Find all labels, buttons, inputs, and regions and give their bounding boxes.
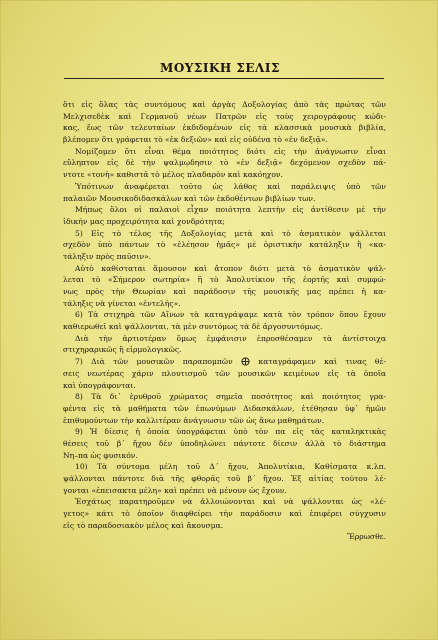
- text-line: [63, 485, 386, 497]
- text-line-content: 7) Διὰ τῶν μουσικῶν παραπομπῶν: [75, 357, 233, 367]
- text-line: [63, 321, 386, 333]
- text-line: [63, 157, 386, 169]
- text-line: [63, 193, 386, 205]
- body-text: [63, 99, 386, 543]
- text-line: [63, 99, 386, 111]
- text-line: [63, 496, 386, 508]
- text-line-content: κας, ἕως τῶν τελευταίων ἐκδιδομένων εἰς τὰ κλασσικὰ μουσικὰ βιβλία,: [63, 123, 386, 133]
- circled-plus-icon: [241, 357, 250, 366]
- text-line: [63, 228, 386, 240]
- text-line: [63, 333, 386, 345]
- text-line: [63, 286, 386, 298]
- text-line: [63, 134, 386, 146]
- text-line: [63, 239, 386, 251]
- text-line: [63, 204, 386, 216]
- text-line-content: Μήπως ὅλοι οἱ παλαιοὶ εἶχαν ποιότητα λεπτὴν εἰς ἀντίθεσιν μὲ τὴν: [75, 205, 386, 215]
- signoff: Ἔρρωσθε.: [347, 532, 386, 542]
- text-line-content: τάληξιν πρὸς παῦσιν».: [63, 251, 152, 261]
- header-rule: [64, 78, 384, 79]
- text-line-content: 6) Τὰ στιχηρὰ τῶν Αἴνων τὰ καταγράψαμε κατὰ τὸν τρόπον ὅπου ἔχουν: [75, 310, 386, 320]
- text-line-content: στιχηραρικῶς ἢ εἱρμολογικῶς.: [63, 345, 182, 355]
- text-line: [63, 473, 386, 485]
- text-line: [63, 146, 386, 158]
- text-line: [63, 181, 386, 193]
- text-line-content: 5) Εἰς τὸ τέλος τῆς Δοξολογίας μετὰ καὶ τὸ ἀσματικὸν ψάλλεται: [75, 228, 386, 238]
- text-line-content: βλέπομεν ὅτι γράφεται τὸ «ἐκ δεξιῶν» καὶ εἰς οὐδένα τὸ «ἐν δεξιᾷ».: [63, 135, 328, 145]
- text-line-content: λεται τὸ «Σήμερον σωτηρία» ἢ τὸ Ἀπολυτίκιον τῆς ἑορτῆς καὶ συμφώ-: [63, 275, 386, 285]
- text-line: [63, 520, 386, 532]
- text-line-content: θέσεις τοῦ β΄ ἤχου δὲν ὑποδηλώνει πάντοτε δίεσιν ἀλλὰ τὸ διάστημα: [63, 438, 386, 448]
- text-line-content: Νομίζομεν ὅτι εἶναι θέμα ποιότητος διότι εἰς τὴν ἀνάγνωσιν εἶναι: [75, 146, 386, 156]
- page-header: [1, 61, 438, 75]
- text-line-content: ἰδικήν μας προχειρότητα καὶ χονδρότητα;: [63, 216, 225, 226]
- text-line: [63, 216, 386, 228]
- text-line: [63, 380, 386, 392]
- text-line: [63, 356, 386, 368]
- text-line-content: παλαιῶν Μουσικοδιδασκάλων καὶ τῶν ἐκδοθέντων βιβλίων των.: [63, 193, 316, 203]
- text-line: [63, 438, 386, 450]
- text-line: [63, 344, 386, 356]
- text-line-content: Αὐτὸ καθίσταται ἄμουσον καὶ ἄτοπον διότι μετὰ τὸ ἀσματικὸν ψάλ-: [75, 263, 386, 273]
- text-line: [63, 309, 386, 321]
- text-line: [63, 169, 386, 181]
- text-line-content: Ἐσχάτως παρατηροῦμεν νὰ ἀλλοιώνονται καὶ νὰ ψάλλονται ὡς «λέ-: [75, 497, 386, 507]
- text-line-content: 8) Τὰ δι᾽ ἐρυθροῦ χρώματος σημεῖα ποσότητος καὶ ποιότητος γρα-: [75, 392, 386, 402]
- text-line-content: τάληξις νὰ γίνεται «ἐντελής».: [63, 298, 181, 308]
- text-line: [63, 263, 386, 275]
- text-line-content: Νη–πα ὡς φυσικόν.: [63, 450, 138, 460]
- text-line: [63, 461, 386, 473]
- text-line-content: εὔληπτον εἰς δὲ τὴν ψαλμῳδησιν τὸ «ἐν δεξιᾷ» δεχόμενον σχεδὸν πά-: [63, 158, 386, 168]
- text-line-content: ὅτι εἰς ὅλας τὰς συντόμους καὶ ἀργὰς Δοξολογίας ἀπὸ τὰς πρώτας τῶν: [63, 100, 386, 109]
- page-title: ΜΟΥΣΙΚΗ ΣΕΛΙΣ: [160, 61, 280, 75]
- text-line: [63, 368, 386, 380]
- text-line: [63, 274, 386, 286]
- text-line: [63, 391, 386, 403]
- text-line-content: 9) Ἡ δίεσις ἡ ὁποία ὑπογράφεται ὑπὸ τὸν πα εἰς τὰς καταληκτικὰς: [75, 427, 386, 437]
- text-line: [63, 111, 386, 123]
- text-line-content: 10) Τὰ σύντομα μέλη τοῦ Δ΄ ἤχου, Ἀπολυτίκια, Καθίσματα κ.λπ.: [75, 462, 386, 472]
- text-line-continuation: καταγράφαμεν καὶ τινας θέ-: [258, 357, 386, 367]
- text-line-content: γονται «ἐπεισακτα μέλη» καὶ πρέπει νὰ μένουν ὡς ἔχουν.: [63, 485, 287, 495]
- text-line-content: ἐπιθυμούντων τὴν καλλιτέραν ἀνάγνωσιν τῶν ὡς ἄνω μαθημάτων.: [63, 415, 325, 425]
- text-line: [63, 450, 386, 462]
- text-line: [63, 251, 386, 263]
- text-line: [63, 403, 386, 415]
- text-line: [63, 122, 386, 134]
- text-line-content: σεις νεωτέρας χάριν πλουτισμοῦ τῶν μουσικῶν κειμένων εἰς τὰ ὁποῖα: [63, 368, 386, 378]
- text-line-content: καὶ ὑπογράφονται.: [63, 380, 136, 390]
- text-line-content: σχεδὸν ὑπὸ πάντων τὸ «ἐλέησον ἡμᾶς» μὲ ὁριστικὴν κατάληξιν ἢ «κα-: [63, 240, 386, 250]
- text-line-content: εἰς τὸ παραδοσιακὸν μέλος καὶ ἄκουσμα.: [63, 520, 224, 530]
- text-line-content: Ὑπότινων ἀναφέρεται τοῦτο ὡς λάθος καὶ παράλειψις ὑπὸ τῶν: [75, 181, 386, 191]
- text-line-content: νως πρὸς τὴν Θεωρίαν καὶ παράδοσιν τῆς μουσικῆς μας πρέπει ἡ κα-: [63, 287, 386, 296]
- text-line-content: Διὰ τὴν ἀρτιοτέραν ὅμως ἐμφάνισιν ἐπροσθέσαμεν τὰ ἀντίστοιχα: [75, 333, 386, 343]
- text-line-content: Μελχισεδὲκ καὶ Γερμανοῦ νέων Πατρῶν εἰς τοὺς χειρογράφους κώδι-: [63, 111, 386, 121]
- text-line-content: καθιερωθεῖ καὶ ψάλλονται, τὰ μὲν συντόμως τὰ δὲ ἀργοσυντόμως.: [63, 322, 323, 332]
- text-line-content: ψάλλονται πάντοτε διὰ τῆς φθορᾶς τοῦ β΄ ἤχου. Ἐξ αἰτίας τούτου λέ-: [63, 474, 386, 483]
- text-line: [63, 298, 386, 310]
- text-line-content: ντοτε «τονὴ» καθιστᾶ τὸ μέλος πλαδαρὸν καὶ κακόηχον.: [63, 170, 283, 180]
- text-line-content: φέντα εἰς τὰ μαθήματα τῶν ἐπωνύμων Διδασκάλων, ἐτέθησαν ὑφ᾽ ἡμῶν: [63, 403, 386, 413]
- text-line-content: γετος» κάτι τὸ ὁποῖον διαφθείρει τὴν παράδοσιν καὶ ἐπιφέρει σύγχυσιν: [63, 509, 386, 519]
- text-line: [63, 415, 386, 427]
- text-line: [63, 508, 386, 520]
- text-line: [63, 426, 386, 438]
